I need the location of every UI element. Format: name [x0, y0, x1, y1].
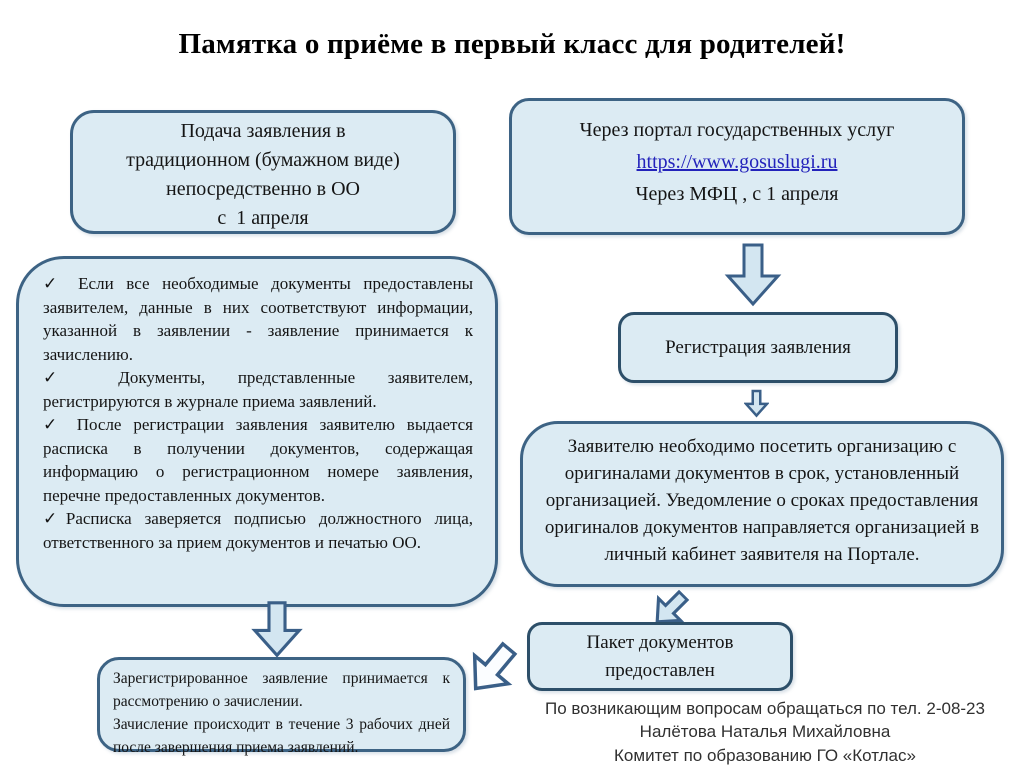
visit-text: Заявителю необходимо посетить организацию с оригиналами документов в срок, установленный организацией. Уведомление о сроках предоставления оригиналов документов направляется организацией в личный кабинет заявителя на Портале.	[544, 436, 980, 565]
contact-line: Комитет по образованию ГО «Котлас»	[614, 745, 916, 765]
checklist-item: ✓ Если все необходимые документы предоставлены заявителем, данные в них соответствуют информации, указанной в заявлении - заявление принимается к зачислению.	[43, 274, 473, 364]
box-visit-organization	[520, 421, 1004, 587]
paper-line: Подача заявления в	[180, 120, 346, 142]
online-portal-line: Через портал государственных услуг	[579, 119, 895, 141]
gosuslugi-link-line	[512, 146, 962, 178]
box-package-provided	[527, 622, 793, 691]
contact-line: По возникающим вопросам обращаться по тел. 2-08-23	[545, 699, 985, 718]
paper-line: традиционном (бумажном виде)	[126, 149, 400, 171]
checklist-item: ✓ Документы, представленные заявителем, регистрируются в журнале приема заявлений.	[43, 368, 473, 411]
enrollment-paragraph: Зачисление происходит в течение 3 рабочих дней после завершения приема заявлений.	[113, 715, 450, 756]
page-title: Памятка о приёме в первый класс для родителей!	[178, 28, 846, 60]
enrollment-paragraph: Зарегистрированное заявление принимается к рассмотрению о зачислении.	[113, 670, 450, 710]
package-line: предоставлен	[605, 659, 715, 681]
contact-line: Налётова Наталья Михайловна	[639, 722, 891, 742]
contact-info	[505, 697, 1024, 767]
checklist-item: ✓Расписка заверяется подписью должностного лица, ответственного за прием документов и печатью ОО.	[43, 509, 473, 552]
paper-line: непосредственно в ОО	[165, 178, 360, 200]
box-enrollment-decision	[97, 657, 466, 756]
arrow-down-small-icon	[744, 387, 769, 420]
box-paper-submission	[70, 110, 456, 234]
registration-label: Регистрация заявления	[665, 336, 851, 358]
arrow-down-big-icon	[250, 601, 304, 658]
online-mfc-line: Через МФЦ , с 1 апреля	[635, 183, 839, 205]
box-registration	[618, 312, 898, 383]
box-online-submission	[509, 98, 965, 235]
box-checklist	[16, 256, 498, 607]
gosuslugi-link[interactable]: https://www.gosuslugi.ru	[636, 151, 838, 173]
paper-line: с 1 апреля	[217, 207, 309, 229]
checklist-item: ✓ После регистрации заявления заявителю выдается расписка в получении документов, содержащая информацию о регистрационном номере заявления, перечне предоставленных документов.	[43, 415, 473, 505]
package-line: Пакет документов	[586, 631, 734, 653]
arrow-down-big-icon	[722, 243, 784, 307]
